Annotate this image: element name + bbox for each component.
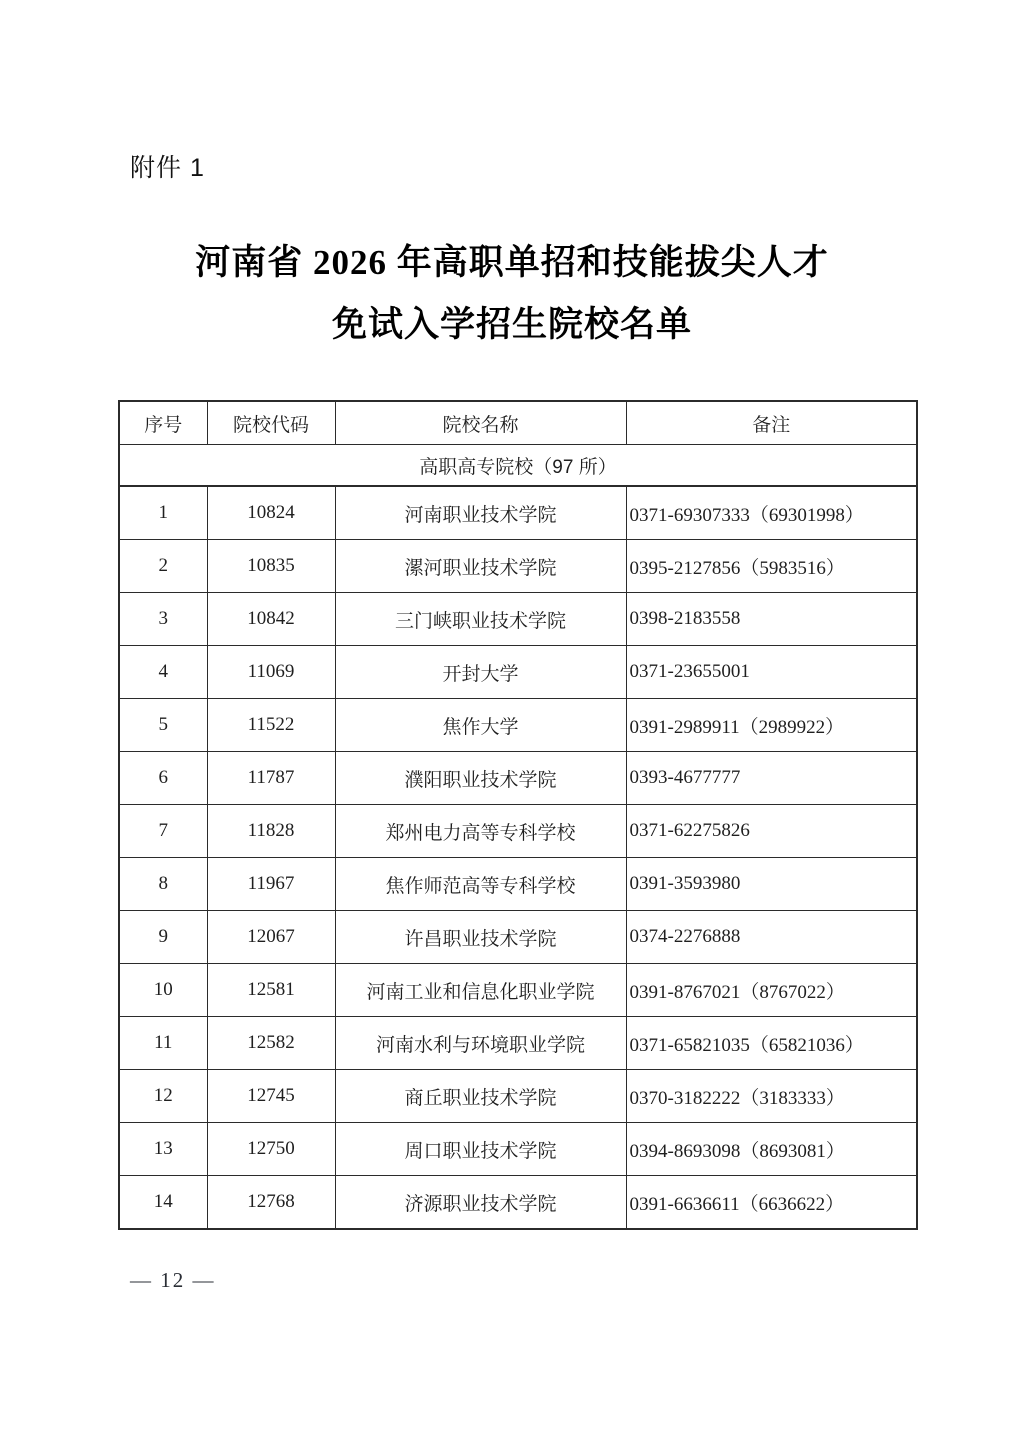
college-code-cell: 10824: [207, 486, 335, 540]
table-row: [119, 911, 917, 964]
table-row: [119, 486, 917, 540]
college-code-cell: 10842: [207, 593, 335, 646]
column-header-code: 院校代码: [207, 401, 335, 445]
remark-cell: 0394-8693098（8693081）: [626, 1123, 917, 1176]
table-row: [119, 1070, 917, 1123]
remark-cell: 0395-2127856（5983516）: [626, 540, 917, 593]
table-row: [119, 593, 917, 646]
column-header-no: 序号: [119, 401, 207, 445]
college-name-cell: 河南职业技术学院: [335, 486, 626, 540]
remark-cell: 0391-3593980: [626, 858, 917, 911]
row-number-cell: 12: [119, 1070, 207, 1123]
college-name-cell: 焦作师范高等专科学校: [335, 858, 626, 911]
row-number-cell: 11: [119, 1017, 207, 1070]
remark-cell: 0374-2276888: [626, 911, 917, 964]
table-row: [119, 699, 917, 752]
remark-cell: 0370-3182222（3183333）: [626, 1070, 917, 1123]
row-number-cell: 13: [119, 1123, 207, 1176]
college-name-cell: 濮阳职业技术学院: [335, 752, 626, 805]
college-code-cell: 11828: [207, 805, 335, 858]
row-number-cell: 4: [119, 646, 207, 699]
row-number-cell: 7: [119, 805, 207, 858]
college-code-cell: 10835: [207, 540, 335, 593]
table-header-row: [119, 401, 917, 445]
remark-cell: 0371-65821035（65821036）: [626, 1017, 917, 1070]
document-title: [0, 232, 1024, 356]
row-number-cell: 8: [119, 858, 207, 911]
table-row: [119, 805, 917, 858]
college-name-cell: 济源职业技术学院: [335, 1176, 626, 1230]
college-code-cell: 12768: [207, 1176, 335, 1230]
college-code-cell: 11967: [207, 858, 335, 911]
page-number: — 12 —: [130, 1268, 216, 1292]
college-code-cell: 11522: [207, 699, 335, 752]
remark-cell: 0371-23655001: [626, 646, 917, 699]
college-name-cell: 河南工业和信息化职业学院: [335, 964, 626, 1017]
table-row: [119, 858, 917, 911]
college-code-cell: 12582: [207, 1017, 335, 1070]
table-row: [119, 1176, 917, 1230]
attachment-label: 附件 1: [130, 154, 205, 182]
college-code-cell: 12581: [207, 964, 335, 1017]
column-header-name: 院校名称: [335, 401, 626, 445]
college-name-cell: 焦作大学: [335, 699, 626, 752]
row-number-cell: 5: [119, 699, 207, 752]
remark-cell: 0391-8767021（8767022）: [626, 964, 917, 1017]
row-number-cell: 1: [119, 486, 207, 540]
column-header-note: 备注: [626, 401, 917, 445]
college-code-cell: 12750: [207, 1123, 335, 1176]
college-code-cell: 12067: [207, 911, 335, 964]
college-code-cell: 11787: [207, 752, 335, 805]
college-name-cell: 漯河职业技术学院: [335, 540, 626, 593]
remark-cell: 0371-69307333（69301998）: [626, 486, 917, 540]
section-header-row: [119, 445, 917, 487]
college-name-cell: 周口职业技术学院: [335, 1123, 626, 1176]
table-row: [119, 1017, 917, 1070]
section-header: 高职高专院校（97 所）: [119, 445, 917, 487]
college-name-cell: 河南水利与环境职业学院: [335, 1017, 626, 1070]
remark-cell: 0371-62275826: [626, 805, 917, 858]
table-body: [119, 445, 917, 1230]
table-row: [119, 752, 917, 805]
college-name-cell: 许昌职业技术学院: [335, 911, 626, 964]
title-line-2: 免试入学招生院校名单: [331, 305, 692, 344]
row-number-cell: 6: [119, 752, 207, 805]
college-name-cell: 郑州电力高等专科学校: [335, 805, 626, 858]
college-name-cell: 商丘职业技术学院: [335, 1070, 626, 1123]
row-number-cell: 9: [119, 911, 207, 964]
table-row: [119, 1123, 917, 1176]
table-row: [119, 964, 917, 1017]
college-code-cell: 12745: [207, 1070, 335, 1123]
college-name-cell: 三门峡职业技术学院: [335, 593, 626, 646]
remark-cell: 0391-6636611（6636622）: [626, 1176, 917, 1230]
college-name-cell: 开封大学: [335, 646, 626, 699]
remark-cell: 0391-2989911（2989922）: [626, 699, 917, 752]
remark-cell: 0393-4677777: [626, 752, 917, 805]
row-number-cell: 3: [119, 593, 207, 646]
table-row: [119, 540, 917, 593]
colleges-table: [118, 400, 918, 1230]
title-line-1: 河南省 2026 年高职单招和技能拔尖人才: [195, 243, 829, 282]
college-code-cell: 11069: [207, 646, 335, 699]
row-number-cell: 10: [119, 964, 207, 1017]
table-row: [119, 646, 917, 699]
remark-cell: 0398-2183558: [626, 593, 917, 646]
row-number-cell: 2: [119, 540, 207, 593]
row-number-cell: 14: [119, 1176, 207, 1230]
